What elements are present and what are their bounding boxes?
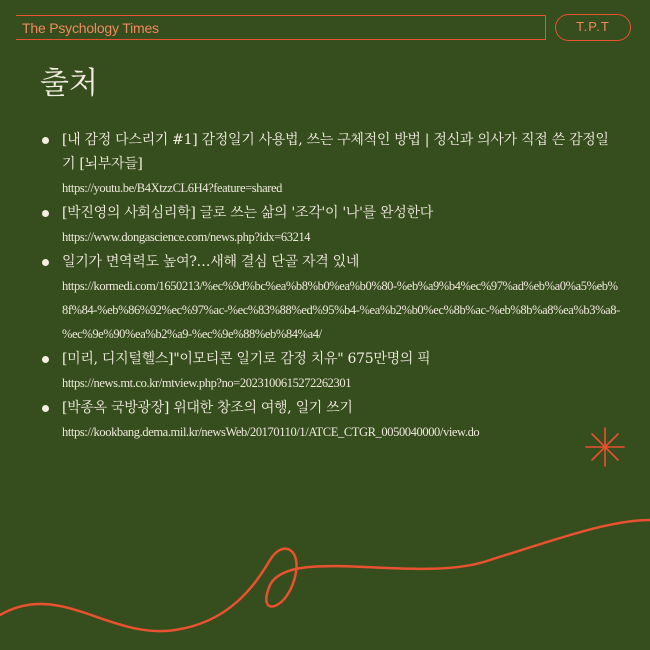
bullet-dot-icon bbox=[42, 210, 49, 217]
source-item bbox=[40, 347, 620, 395]
source-link[interactable]: https://news.mt.co.kr/mtview.php?no=2023100615272262301 bbox=[62, 376, 352, 390]
source-title: [내 감정 다스리기 #1] 감정일기 사용법, 쓰는 구체적인 방법 | 정신과 의사가 직접 쓴 감정일기 [뇌부자들] bbox=[62, 132, 609, 172]
source-link[interactable]: https://kormedi.com/1650213/%ec%9d%bc%ea%b8%b0%ea%b0%80-%eb%a9%b4%ec%97%ad%eb%a0%a5%eb%8f%84-%eb%86%92%ec%97%ac-%ec%83%88%ed%95%b4-%ea%b2%b0%ec%8b%ac-%eb%8b%a8%ea%b3%a8-%ec%9e%90%ea%b2%a9-%ec%9e%88%eb%84%a4/ bbox=[62, 279, 620, 341]
bullet-dot-icon bbox=[42, 356, 49, 363]
source-item bbox=[40, 201, 620, 249]
source-title: [미리, 디지털헬스]"이모티콘 일기로 감정 치유" 675만명의 픽 bbox=[62, 351, 431, 367]
source-title: 일기가 면역력도 높여?…새해 결심 단골 자격 있네 bbox=[62, 254, 360, 270]
brand-name: The Psychology Times bbox=[22, 20, 159, 36]
brand-badge: T.P.T bbox=[555, 14, 631, 41]
source-title: [박진영의 사회심리학] 글로 쓰는 삶의 '조각'이 '나'를 완성한다 bbox=[62, 205, 433, 221]
source-title: [박종옥 국방광장] 위대한 창조의 여행, 일기 쓰기 bbox=[62, 400, 353, 416]
bullet-dot-icon bbox=[42, 137, 49, 144]
source-item bbox=[40, 396, 620, 444]
source-link[interactable]: https://kookbang.dema.mil.kr/newsWeb/20170110/1/ATCE_CTGR_0050040000/view.do bbox=[62, 425, 480, 439]
swirl-line bbox=[0, 520, 650, 631]
source-link[interactable]: https://www.dongascience.com/news.php?idx=63214 bbox=[62, 230, 311, 244]
bullet-dot-icon bbox=[42, 259, 49, 266]
source-list bbox=[40, 128, 620, 445]
page-title: 출처 bbox=[40, 66, 98, 101]
source-item bbox=[40, 128, 620, 200]
source-item bbox=[40, 250, 620, 346]
source-link[interactable]: https://youtu.be/B4XtzzCL6H4?feature=shared bbox=[62, 181, 282, 195]
bullet-dot-icon bbox=[42, 405, 49, 412]
